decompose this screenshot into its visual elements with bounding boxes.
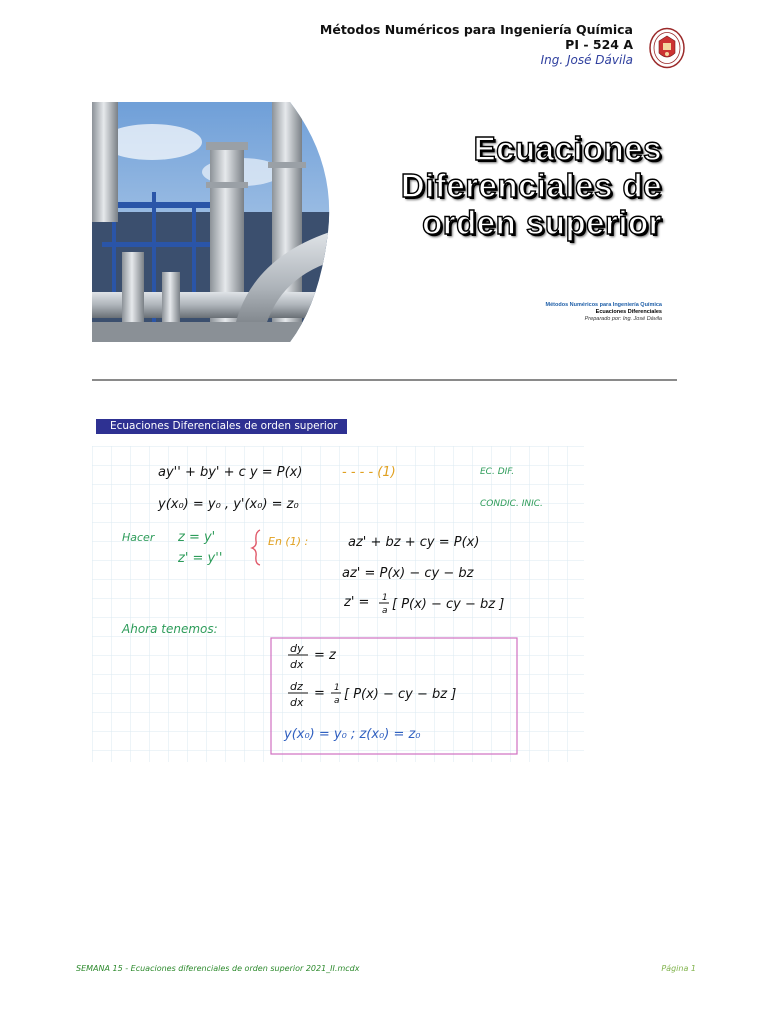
cover-credits <box>546 302 662 323</box>
cover-title-line-1: Ecuaciones <box>473 130 662 167</box>
step-3-rhs: [ P(x) − cy − bz ] <box>392 597 505 612</box>
step-3-frac-num: 1 <box>382 593 388 603</box>
cover-credits-topic: Ecuaciones Diferenciales <box>595 309 662 315</box>
substitution-z: z = y' <box>178 530 216 545</box>
en-uno-label: En (1) : <box>268 535 309 548</box>
hacer-label: Hacer <box>122 531 155 544</box>
section-heading: Ecuaciones Diferenciales de orden superior <box>96 419 347 434</box>
author-name: Ing. José Dávila <box>540 53 633 67</box>
section-divider <box>92 379 677 381</box>
box-eq-1-rhs: = z <box>314 648 336 663</box>
course-title: Métodos Numéricos para Ingeniería Química <box>319 22 633 37</box>
box-eq-2-rhs: [ P(x) − cy − bz ] <box>344 687 457 702</box>
box-eq-2-frac-den: a <box>334 696 340 706</box>
box-eq-2-frac-num: 1 <box>334 683 340 693</box>
ode-tag: EC. DIF. <box>480 467 515 477</box>
document-header <box>320 22 633 68</box>
footer-filename: SEMANA 15 - Ecuaciones diferenciales de orden superior 2021_II.mcdx <box>76 964 360 973</box>
step-2: az' = P(x) − cy − bz <box>342 566 474 581</box>
cover-title <box>401 130 662 241</box>
course-code: PI - 524 A <box>565 37 633 52</box>
ode-equation: ay'' + by' + c y = P(x) <box>158 465 303 480</box>
box-dz-num: dz <box>290 680 303 693</box>
box-dy-den: dx <box>290 658 304 671</box>
ahora-label: Ahora tenemos: <box>122 622 218 636</box>
initial-conditions: y(x₀) = y₀ , y'(x₀) = z₀ <box>158 497 299 512</box>
box-dz-den: dx <box>290 696 304 709</box>
footer-page-number: Página 1 <box>661 964 696 973</box>
step-1: az' + bz + cy = P(x) <box>348 535 480 550</box>
cover-credits-author: Preparado por: Ing. José Dávila <box>584 316 662 322</box>
ode-equation-ref: - - - - (1) <box>342 465 396 480</box>
cover-credits-course: Métodos Numéricos para Ingeniería Química <box>545 302 662 308</box>
step-3-frac-den: a <box>382 606 388 616</box>
cover-title-line-3: orden superior <box>422 204 662 241</box>
step-3-lhs: z' = <box>344 595 370 610</box>
handwritten-notes <box>92 446 584 762</box>
box-eq-2-eq: = <box>314 686 325 701</box>
refinery-photo <box>92 102 330 342</box>
box-initial-conditions: y(x₀) = y₀ ; z(x₀) = z₀ <box>284 727 421 742</box>
box-dy-num: dy <box>290 642 304 655</box>
initial-conditions-tag: CONDIC. INIC. <box>480 499 543 509</box>
university-seal-icon <box>649 27 685 69</box>
substitution-zprime: z' = y'' <box>178 551 223 566</box>
cover-title-line-2: Diferenciales de <box>400 167 662 204</box>
